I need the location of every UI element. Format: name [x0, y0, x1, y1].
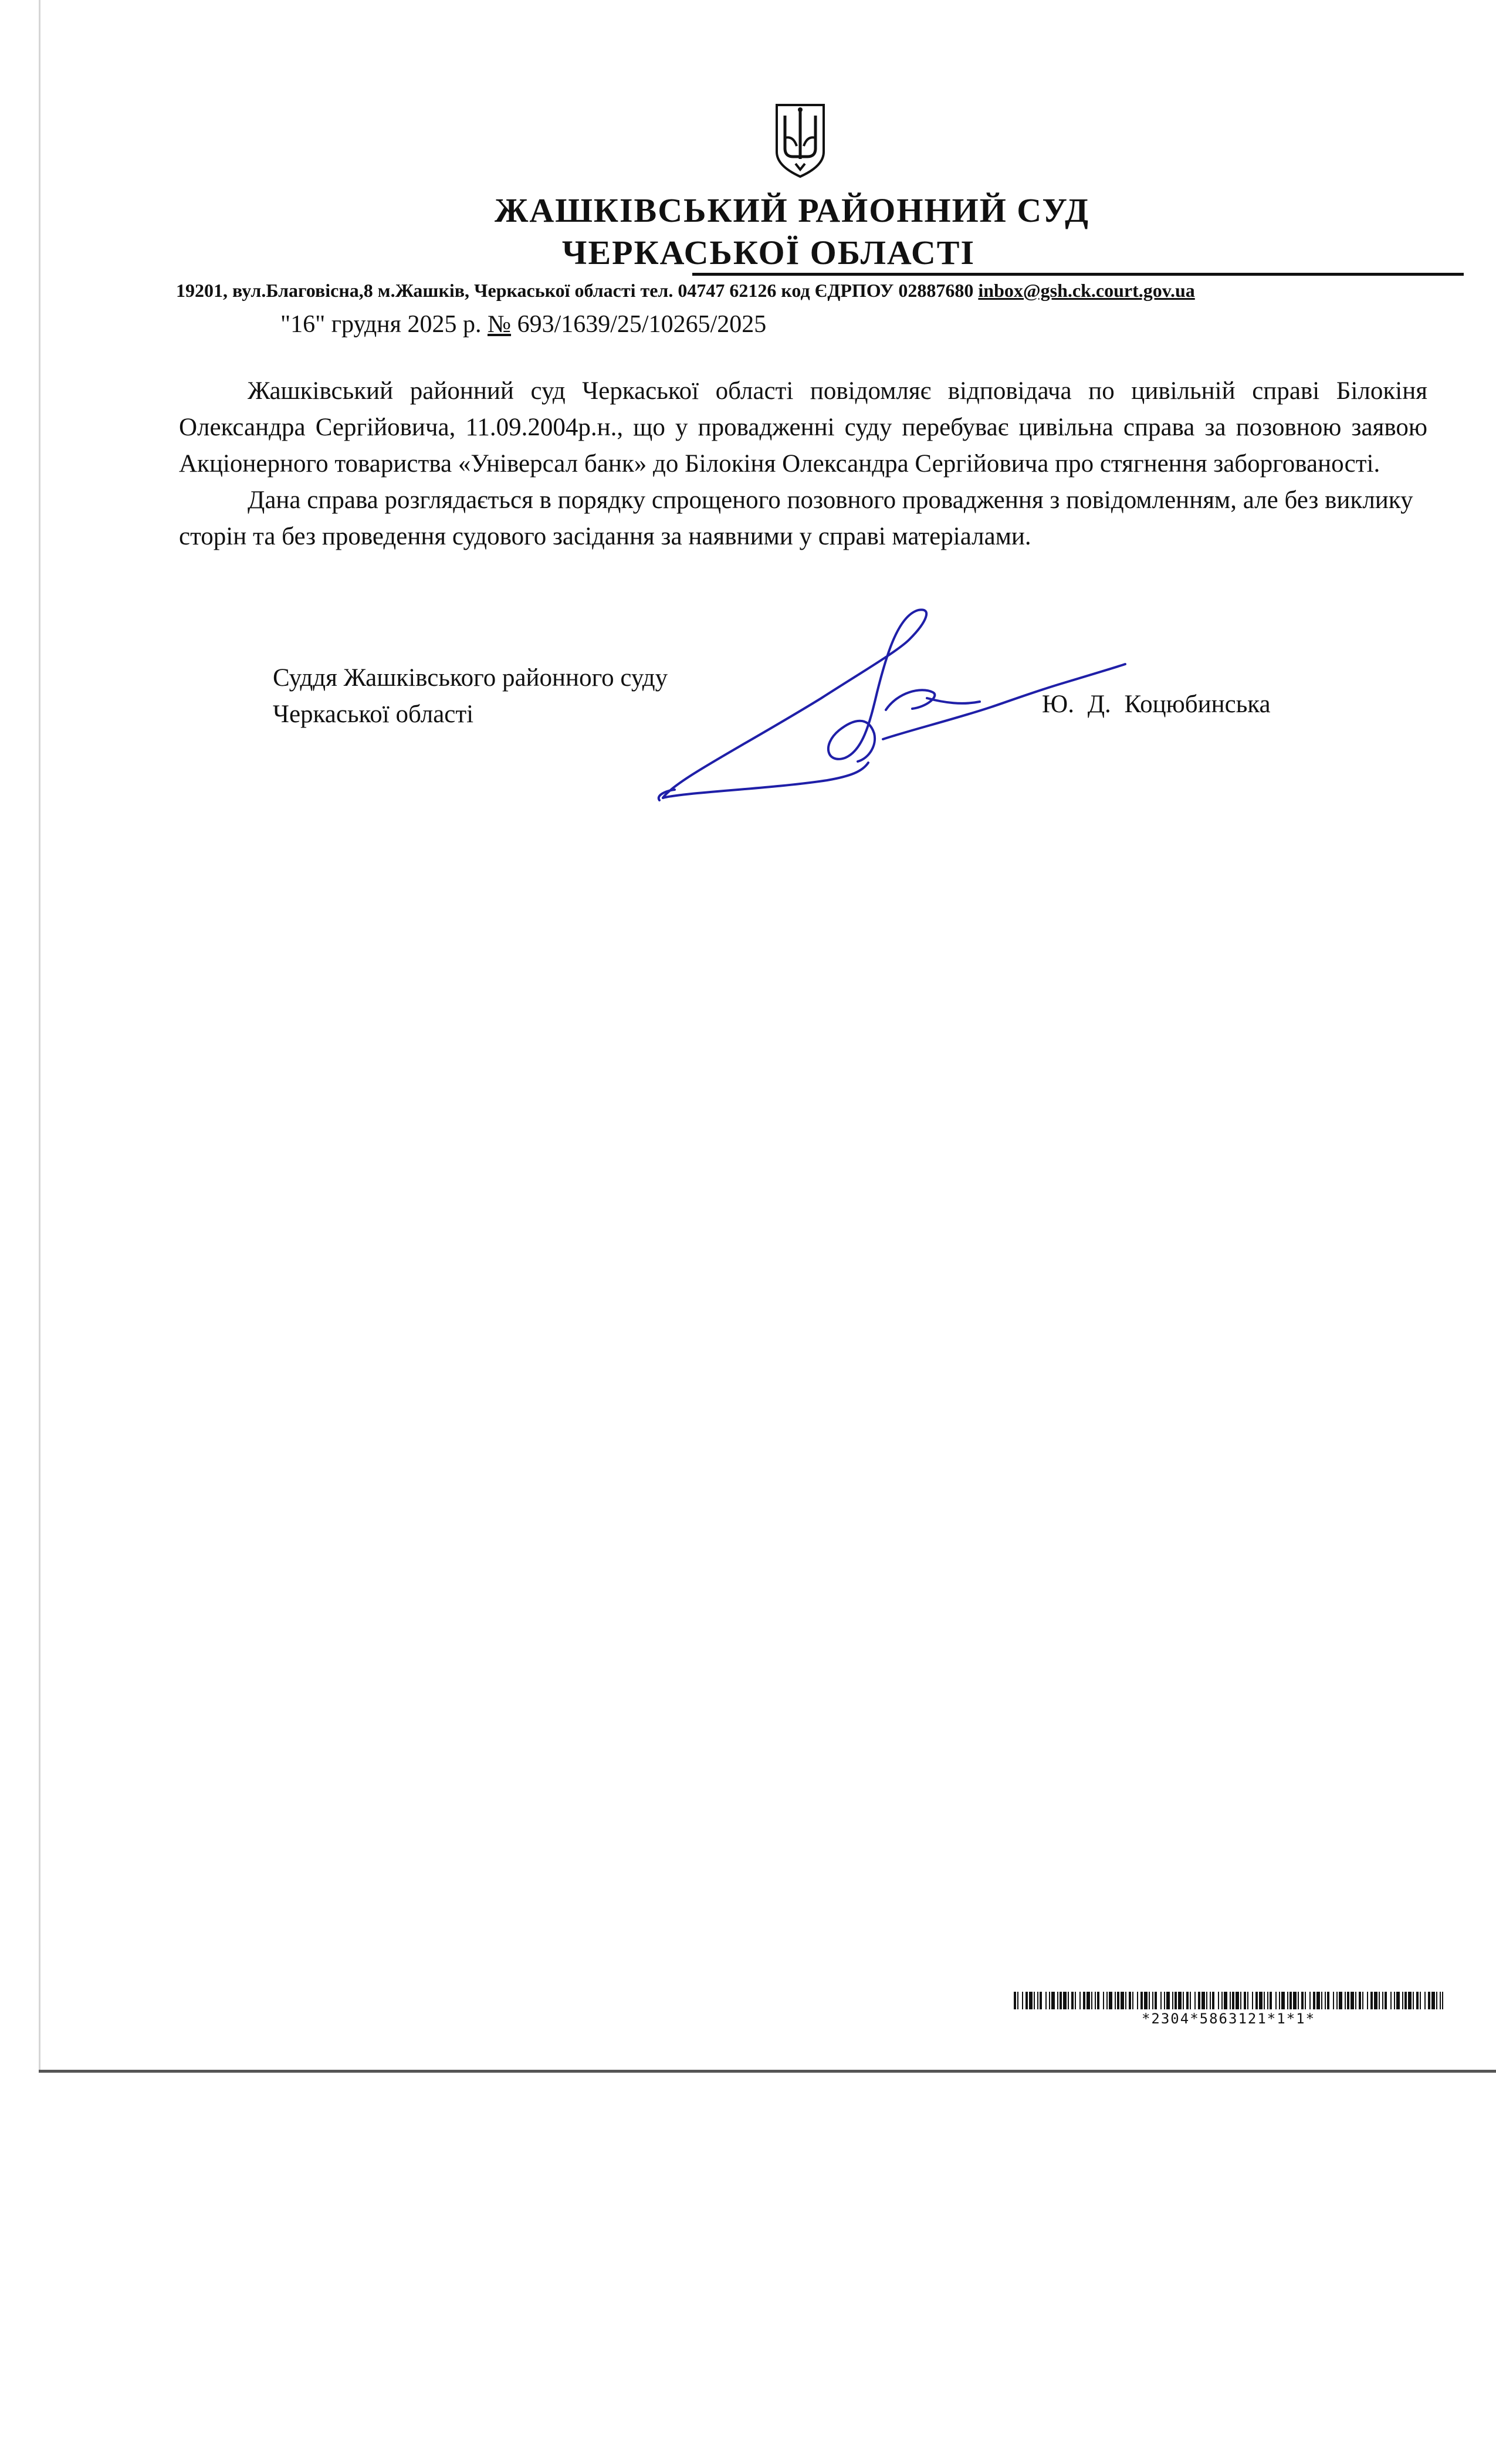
- reference-line: [280, 310, 766, 339]
- court-address-line: [176, 279, 1408, 302]
- court-address: 19201, вул.Благовісна,8 м.Жашків, Черкаської області тел. 04747 62126 код ЄДРПОУ 02887680: [176, 280, 974, 301]
- court-name-line-1: ЖАШКІВСЬКИЙ РАЙОННИЙ СУД: [494, 191, 1090, 229]
- court-email-link[interactable]: inbox@gsh.ck.court.gov.ua: [978, 280, 1195, 301]
- judge-title: [273, 660, 668, 733]
- header-divider: [692, 273, 1464, 276]
- judge-title-line-2: Черкаської області: [273, 700, 474, 728]
- handwritten-signature: [651, 604, 1132, 810]
- case-number: 693/1639/25/10265/2025: [517, 311, 767, 338]
- trident-coat-of-arms-icon: [773, 103, 827, 179]
- document-barcode: [1014, 1992, 1443, 2009]
- judge-name: Ю. Д. Коцюбинська: [1042, 691, 1271, 718]
- judge-title-line-1: Суддя Жашківського районного суду: [273, 664, 668, 692]
- court-name-line-2: ЧЕРКАСЬКОЇ ОБЛАСТІ: [561, 233, 976, 272]
- notice-paragraph-2: Дана справа розглядається в порядку спрощеного позовного провадження з повідомленням, але без виклику сторін та без проведення судового засідання за наявними у справі матеріалами.: [179, 486, 1413, 550]
- scan-edge-left: [39, 0, 40, 2071]
- barcode-number: *2304*5863121*1*1*: [1141, 2011, 1316, 2027]
- number-sign: №: [487, 311, 512, 338]
- letter-date: "16" грудня 2025 р.: [280, 311, 482, 338]
- notice-body: [179, 373, 1427, 555]
- scan-edge-bottom: [39, 2070, 1496, 2073]
- notice-paragraph-1: Жашківський районний суд Черкаської області повідомляє відповідача по цивільній справі Білокіня Олександра Сергійовича, 11.09.2004р.н., що у провадженні суду перебуває цивільна справа за позовною заявою Акціонерного товариства «Універсал банк» до Білокіня Олександра Сергійовича про стягнення заборгованості.: [179, 377, 1427, 478]
